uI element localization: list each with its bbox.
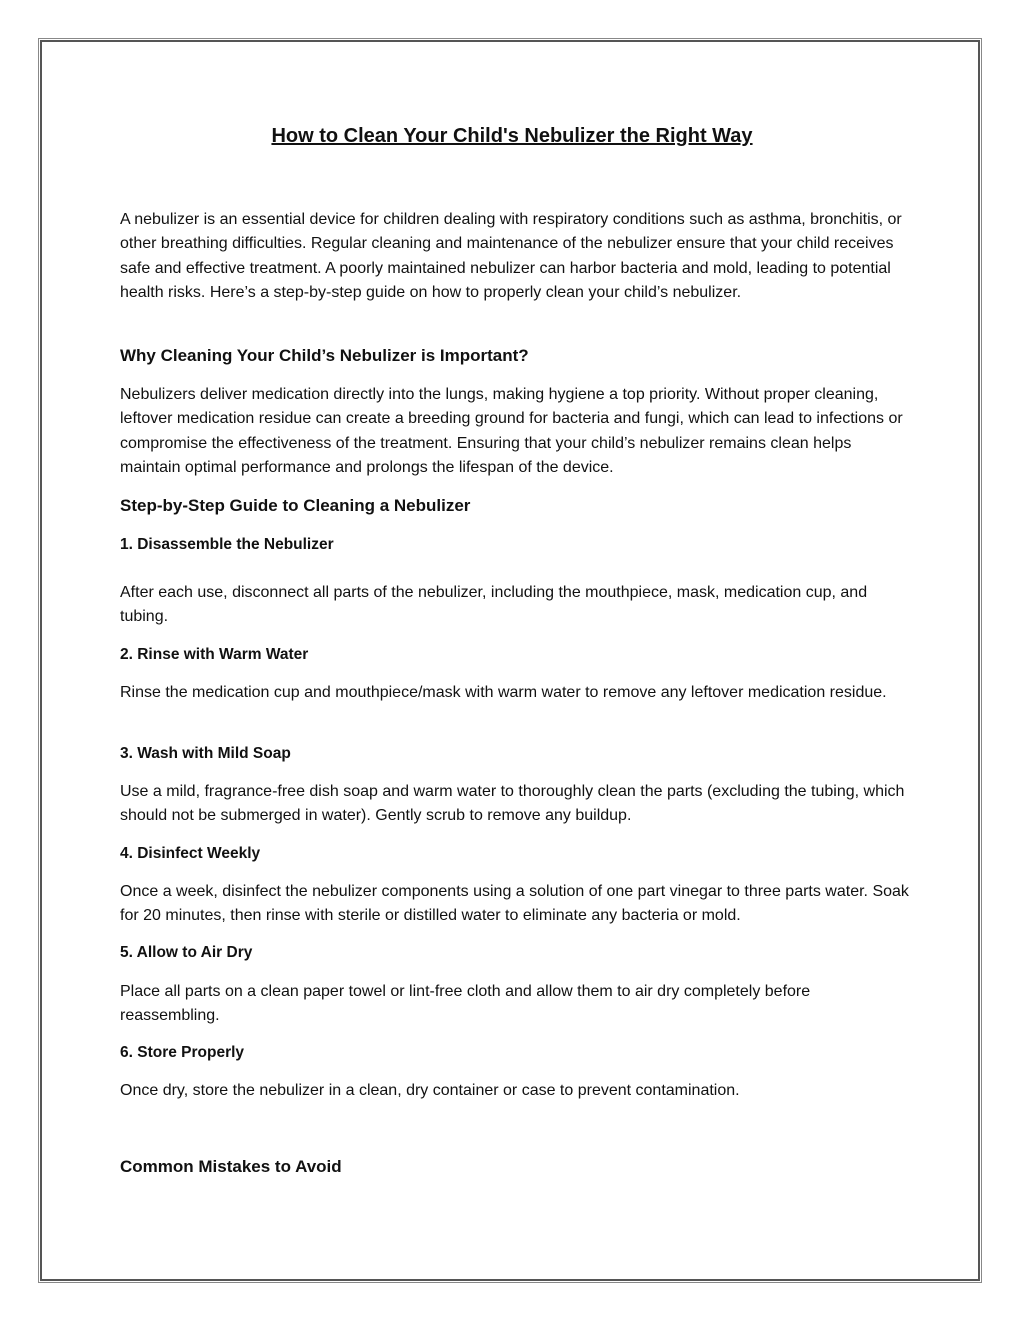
step-4-heading: 4. Disinfect Weekly xyxy=(120,845,261,862)
step-1-text: After each use, disconnect all parts of the nebulizer, including the mouthpiece, mask, medication cup, and tubing. xyxy=(120,584,868,626)
step-6-heading: 6. Store Properly xyxy=(120,1044,245,1061)
page-title: How to Clean Your Child's Nebulizer the Right Way xyxy=(271,125,753,147)
step-1-heading: 1. Disassemble the Nebulizer xyxy=(120,536,334,553)
step-4-text: Once a week, disinfect the nebulizer components using a solution of one part vinegar to three parts water. Soak for 20 minutes, then rinse with sterile or distilled water to eliminate any bacteria or mold. xyxy=(120,883,909,925)
intro-paragraph: A nebulizer is an essential device for children dealing with respiratory conditions such as asthma, bronchitis, or other breathing difficulties. Regular cleaning and maintenance of the nebulizer ensure that your child receives safe and effective treatment. A poorly maintained nebulizer can harbor bacteria and mold, leading to potential health risks. Here’s a step-by-step guide on how to properly clean your child’s nebulizer. xyxy=(120,211,902,302)
step-5-text: Place all parts on a clean paper towel or lint-free cloth and allow them to air dry completely before reassembling. xyxy=(120,983,811,1025)
step-2-heading: 2. Rinse with Warm Water xyxy=(120,646,309,663)
step-3-text: Use a mild, fragrance-free dish soap and warm water to thoroughly clean the parts (excluding the tubing, which should not be submerged in water). Gently scrub to remove any buildup. xyxy=(120,783,905,825)
step-6-text: Once dry, store the nebulizer in a clean, dry container or case to prevent contamination. xyxy=(120,1082,740,1099)
why-heading: Why Cleaning Your Child’s Nebulizer is Important? xyxy=(120,346,529,365)
step-2-text: Rinse the medication cup and mouthpiece/mask with warm water to remove any leftover medication residue. xyxy=(120,684,887,701)
why-paragraph: Nebulizers deliver medication directly into the lungs, making hygiene a top priority. Without proper cleaning, leftover medication residue can create a breeding ground for bacteria and fungi, which can lead to infections or compromise the effectiveness of the treatment. Ensuring that your child’s nebulizer remains clean helps maintain optimal performance and prolongs the lifespan of the device. xyxy=(120,386,903,477)
guide-heading: Step-by-Step Guide to Cleaning a Nebulizer xyxy=(120,496,471,515)
mistakes-heading: Common Mistakes to Avoid xyxy=(120,1157,342,1176)
step-5-heading: 5. Allow to Air Dry xyxy=(120,944,253,961)
step-3-heading: 3. Wash with Mild Soap xyxy=(120,745,291,762)
